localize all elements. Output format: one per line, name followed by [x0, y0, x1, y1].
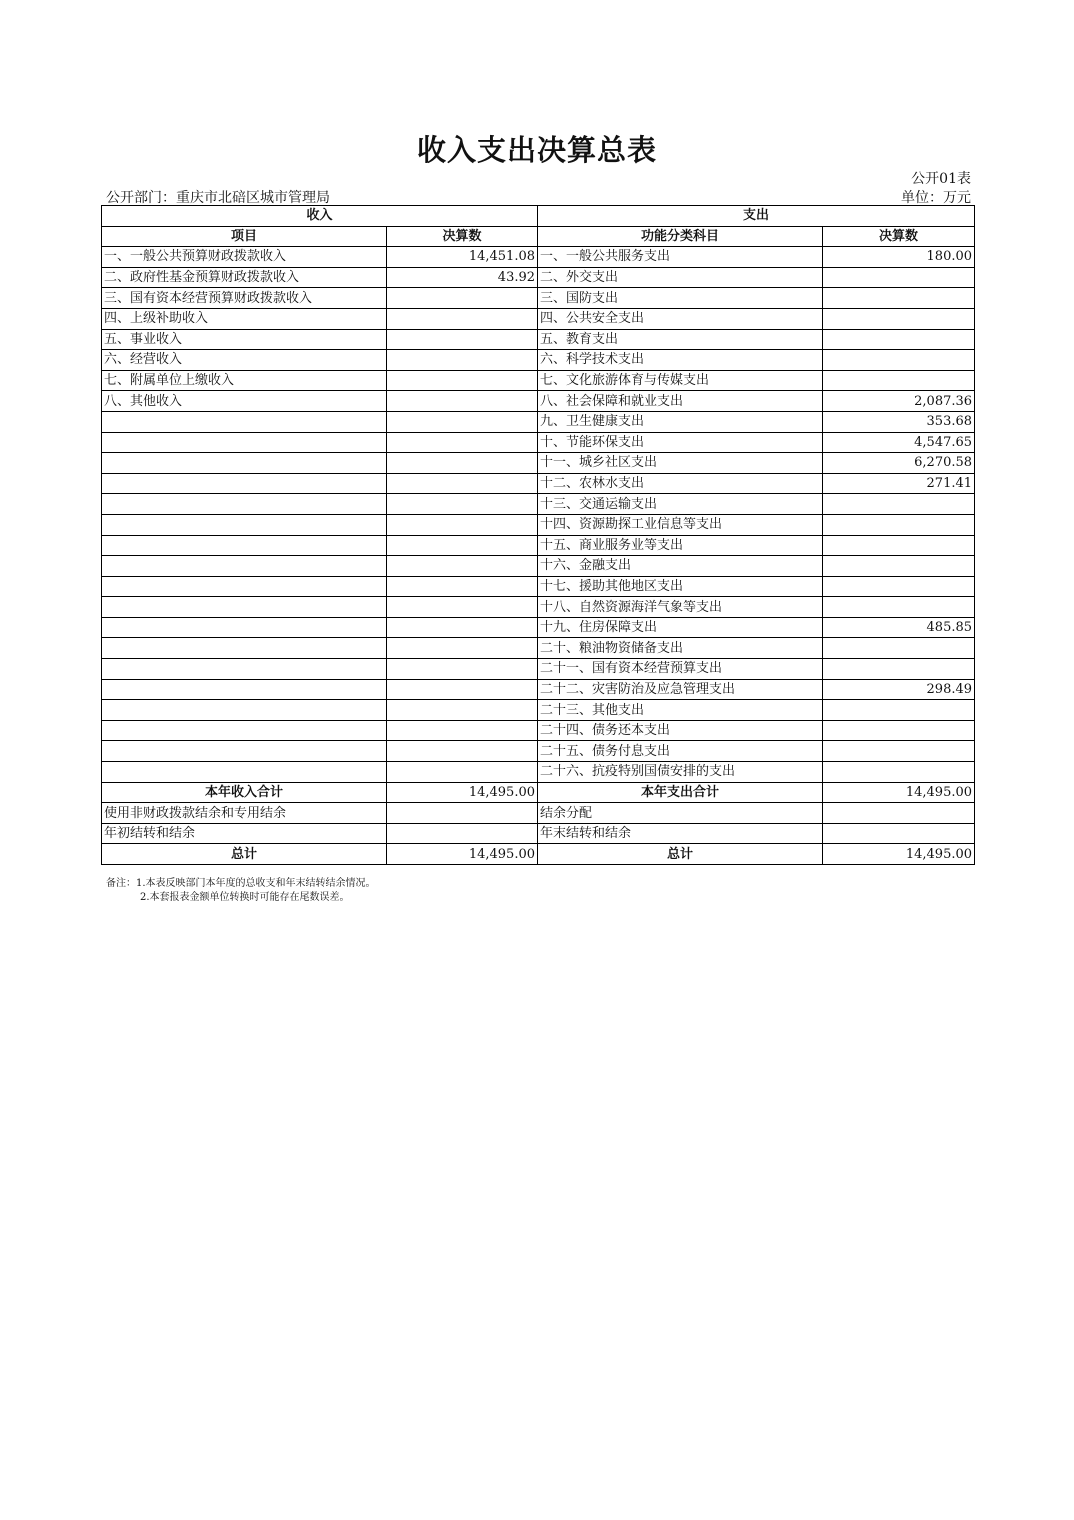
income-amount-cell	[387, 720, 538, 741]
table-row	[102, 720, 975, 741]
expense-item-cell: 十九、住房保障支出	[538, 617, 823, 638]
summary-table	[101, 205, 975, 865]
table-row	[102, 617, 975, 638]
expense-amount-cell: 6,270.58	[823, 453, 975, 474]
income-amount-cell	[387, 679, 538, 700]
expense-item-header: 功能分类科目	[538, 226, 823, 247]
table-row	[102, 803, 975, 824]
expense-item-cell: 一、一般公共服务支出	[538, 247, 823, 268]
income-item-cell: 三、国有资本经营预算财政拨款收入	[102, 288, 387, 309]
income-item-cell	[102, 700, 387, 721]
income-item-cell	[102, 473, 387, 494]
income-item-cell	[102, 411, 387, 432]
expense-subtotal-label: 本年支出合计	[538, 782, 823, 803]
income-total-label: 总计	[102, 844, 387, 865]
income-item-cell	[102, 617, 387, 638]
expense-item-cell: 八、社会保障和就业支出	[538, 391, 823, 412]
income-item-header: 项目	[102, 226, 387, 247]
income-amount-cell	[387, 391, 538, 412]
expense-amount-cell	[823, 370, 975, 391]
table-row	[102, 329, 975, 350]
expense-amount-cell	[823, 720, 975, 741]
income-subtotal-label: 本年收入合计	[102, 782, 387, 803]
table-row	[102, 741, 975, 762]
expense-item-cell: 二十四、债务还本支出	[538, 720, 823, 741]
expense-amount-cell	[823, 823, 975, 844]
income-amount-cell	[387, 308, 538, 329]
expense-amount-cell	[823, 803, 975, 824]
table-row	[102, 576, 975, 597]
expense-amount-cell	[823, 762, 975, 783]
expense-amount-cell	[823, 494, 975, 515]
table-row	[102, 453, 975, 474]
expense-amount-cell: 485.85	[823, 617, 975, 638]
expense-amount-cell	[823, 741, 975, 762]
total-row	[102, 844, 975, 865]
income-amount-cell	[387, 762, 538, 783]
table-row	[102, 288, 975, 309]
expense-item-cell: 二十、粮油物资储备支出	[538, 638, 823, 659]
expense-item-cell: 十、节能环保支出	[538, 432, 823, 453]
expense-amount-cell	[823, 597, 975, 618]
page-title: 收入支出决算总表	[416, 133, 657, 167]
income-amount-cell	[387, 432, 538, 453]
expense-item-cell: 十六、金融支出	[538, 556, 823, 577]
expense-amount-cell	[823, 576, 975, 597]
income-item-cell	[102, 762, 387, 783]
income-amount-cell	[387, 597, 538, 618]
income-amount-cell	[387, 494, 538, 515]
expense-item-cell: 二十一、国有资本经营预算支出	[538, 659, 823, 680]
income-item-cell	[102, 514, 387, 535]
income-item-cell	[102, 741, 387, 762]
income-item-cell	[102, 679, 387, 700]
expense-item-cell: 三、国防支出	[538, 288, 823, 309]
table-row	[102, 700, 975, 721]
expense-item-cell: 五、教育支出	[538, 329, 823, 350]
table-row	[102, 370, 975, 391]
income-item-cell: 七、附属单位上缴收入	[102, 370, 387, 391]
income-amount-header: 决算数	[387, 226, 538, 247]
income-item-cell: 五、事业收入	[102, 329, 387, 350]
income-amount-cell	[387, 556, 538, 577]
expense-amount-cell: 2,087.36	[823, 391, 975, 412]
income-amount-cell	[387, 473, 538, 494]
income-item-cell	[102, 659, 387, 680]
income-item-cell: 使用非财政拨款结余和专用结余	[102, 803, 387, 824]
expense-amount-cell	[823, 308, 975, 329]
expense-amount-cell	[823, 700, 975, 721]
table-row	[102, 638, 975, 659]
income-amount-cell	[387, 535, 538, 556]
income-section-header: 收入	[102, 206, 538, 227]
unit-label: 单位：万元	[901, 190, 971, 206]
note-line-1: 备注：1.本表反映部门本年度的总收支和年末结转结余情况。	[106, 878, 376, 889]
expense-item-cell: 二十三、其他支出	[538, 700, 823, 721]
table-row	[102, 267, 975, 288]
income-amount-cell	[387, 638, 538, 659]
expense-item-cell: 十一、城乡社区支出	[538, 453, 823, 474]
expense-total-label: 总计	[538, 844, 823, 865]
table-row	[102, 597, 975, 618]
expense-amount-cell	[823, 638, 975, 659]
expense-item-cell: 十四、资源勘探工业信息等支出	[538, 514, 823, 535]
expense-amount-cell	[823, 267, 975, 288]
table-row	[102, 411, 975, 432]
income-item-cell: 一、一般公共预算财政拨款收入	[102, 247, 387, 268]
header-row-columns	[102, 226, 975, 247]
table-row	[102, 679, 975, 700]
expense-item-cell: 十五、商业服务业等支出	[538, 535, 823, 556]
income-amount-cell	[387, 350, 538, 371]
income-subtotal-amount: 14,495.00	[387, 782, 538, 803]
department-label: 公开部门：重庆市北碚区城市管理局	[106, 190, 330, 206]
income-item-cell	[102, 576, 387, 597]
expense-amount-cell	[823, 535, 975, 556]
expense-item-cell: 九、卫生健康支出	[538, 411, 823, 432]
table-row	[102, 823, 975, 844]
income-total-amount: 14,495.00	[387, 844, 538, 865]
expense-item-cell: 十七、援助其他地区支出	[538, 576, 823, 597]
notes	[106, 877, 376, 905]
table-row	[102, 391, 975, 412]
income-item-cell	[102, 720, 387, 741]
form-code: 公开01表	[911, 171, 971, 187]
income-amount-cell	[387, 700, 538, 721]
income-amount-cell	[387, 411, 538, 432]
expense-amount-cell: 180.00	[823, 247, 975, 268]
expense-amount-cell	[823, 556, 975, 577]
income-amount-cell	[387, 741, 538, 762]
table-body	[102, 206, 975, 865]
expense-item-cell: 二十六、抗疫特别国债安排的支出	[538, 762, 823, 783]
expense-amount-cell	[823, 350, 975, 371]
expense-amount-cell	[823, 659, 975, 680]
income-amount-cell: 14,451.08	[387, 247, 538, 268]
expense-amount-cell: 298.49	[823, 679, 975, 700]
expense-amount-cell	[823, 329, 975, 350]
income-item-cell: 年初结转和结余	[102, 823, 387, 844]
income-item-cell: 二、政府性基金预算财政拨款收入	[102, 267, 387, 288]
income-amount-cell: 43.92	[387, 267, 538, 288]
table-row	[102, 762, 975, 783]
income-amount-cell	[387, 617, 538, 638]
table-row	[102, 473, 975, 494]
note-line-2: 2.本套报表金额单位转换时可能存在尾数误差。	[140, 892, 350, 903]
header-row-sections	[102, 206, 975, 227]
table-row	[102, 514, 975, 535]
expense-amount-cell: 4,547.65	[823, 432, 975, 453]
income-amount-cell	[387, 453, 538, 474]
income-amount-cell	[387, 803, 538, 824]
expense-item-cell: 四、公共安全支出	[538, 308, 823, 329]
income-amount-cell	[387, 823, 538, 844]
income-item-cell	[102, 556, 387, 577]
expense-section-header: 支出	[538, 206, 975, 227]
table-row	[102, 432, 975, 453]
income-amount-cell	[387, 288, 538, 309]
table-row	[102, 659, 975, 680]
expense-item-cell: 二、外交支出	[538, 267, 823, 288]
expense-amount-cell	[823, 514, 975, 535]
income-item-cell: 八、其他收入	[102, 391, 387, 412]
expense-amount-cell	[823, 288, 975, 309]
expense-total-amount: 14,495.00	[823, 844, 975, 865]
income-item-cell	[102, 535, 387, 556]
expense-amount-header: 决算数	[823, 226, 975, 247]
income-item-cell	[102, 597, 387, 618]
income-item-cell	[102, 638, 387, 659]
income-item-cell	[102, 453, 387, 474]
income-amount-cell	[387, 659, 538, 680]
expense-item-cell: 年末结转和结余	[538, 823, 823, 844]
income-amount-cell	[387, 329, 538, 350]
expense-amount-cell: 271.41	[823, 473, 975, 494]
expense-item-cell: 结余分配	[538, 803, 823, 824]
income-item-cell: 六、经营收入	[102, 350, 387, 371]
table-row	[102, 494, 975, 515]
table-row	[102, 308, 975, 329]
income-amount-cell	[387, 576, 538, 597]
expense-subtotal-amount: 14,495.00	[823, 782, 975, 803]
income-item-cell	[102, 494, 387, 515]
expense-amount-cell: 353.68	[823, 411, 975, 432]
income-amount-cell	[387, 370, 538, 391]
expense-item-cell: 十八、自然资源海洋气象等支出	[538, 597, 823, 618]
table-row	[102, 556, 975, 577]
table-row	[102, 247, 975, 268]
table-row	[102, 350, 975, 371]
income-item-cell	[102, 432, 387, 453]
income-amount-cell	[387, 514, 538, 535]
expense-item-cell: 十三、交通运输支出	[538, 494, 823, 515]
subtotal-row	[102, 782, 975, 803]
table-row	[102, 535, 975, 556]
expense-item-cell: 二十二、灾害防治及应急管理支出	[538, 679, 823, 700]
income-item-cell: 四、上级补助收入	[102, 308, 387, 329]
expense-item-cell: 十二、农林水支出	[538, 473, 823, 494]
expense-item-cell: 二十五、债务付息支出	[538, 741, 823, 762]
expense-item-cell: 六、科学技术支出	[538, 350, 823, 371]
expense-item-cell: 七、文化旅游体育与传媒支出	[538, 370, 823, 391]
